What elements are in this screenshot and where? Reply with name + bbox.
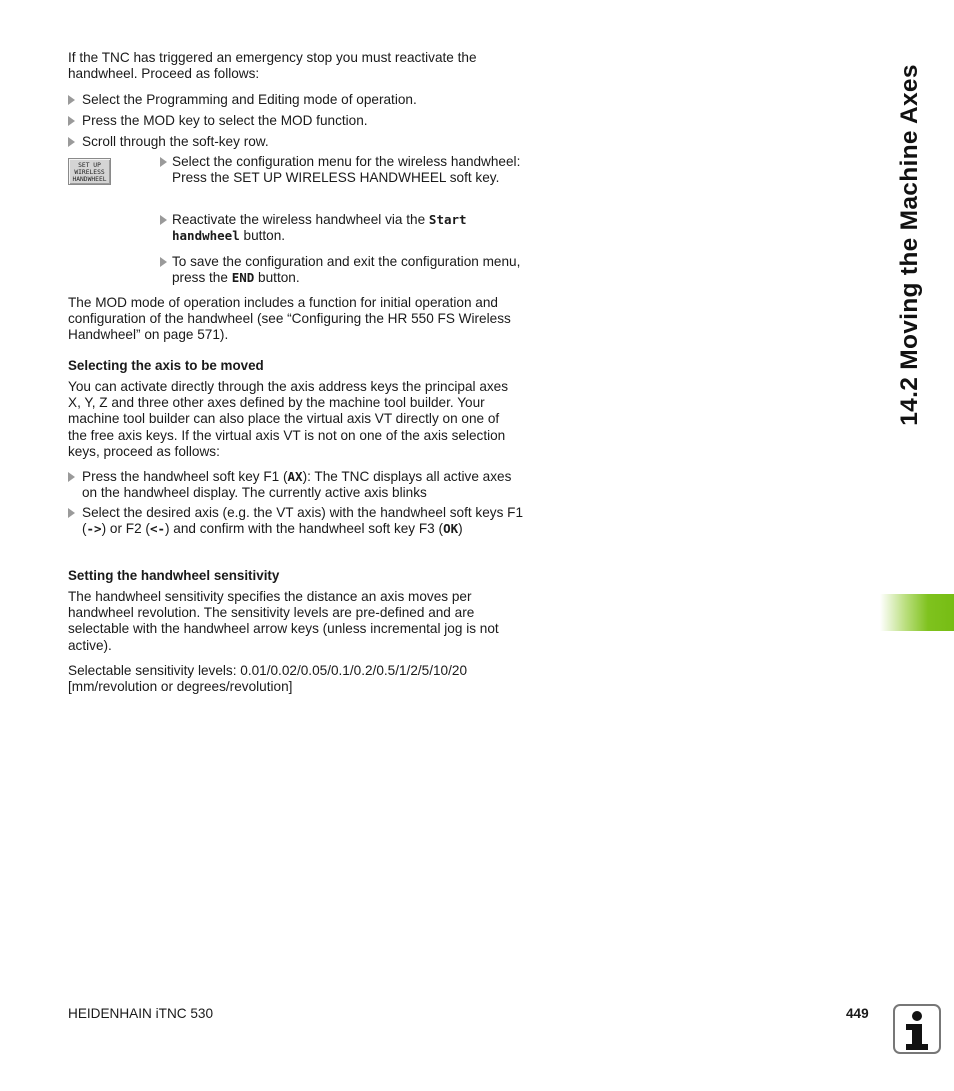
substep-text: Reactivate the wireless handwheel via the <box>172 212 429 227</box>
arrow-icon <box>68 508 75 518</box>
ok-key: OK <box>443 521 459 537</box>
step-item <box>68 134 527 150</box>
substep-text: button. <box>239 228 286 244</box>
ax-key: AX <box>287 469 303 484</box>
substep-text: To save the configuration and exit the configuration menu, press the <box>172 254 521 286</box>
intro-paragraph: If the TNC has triggered an emergency stop you must reactivate the handwheel. Proceed as follows: <box>68 50 477 82</box>
info-icon <box>893 1004 941 1054</box>
step-item <box>68 92 527 108</box>
bullet-text: ): The TNC displays all active axes on the handwheel display. The currently active axis blinks <box>82 469 512 501</box>
bullet-text: ) and confirm with the handwheel soft key F3 ( <box>165 521 444 537</box>
substep-item <box>159 154 522 186</box>
bullet-text: ) <box>458 521 463 537</box>
arrow-icon <box>68 116 75 126</box>
axis-paragraph: You can activate directly through the axis address keys the principal axes X, Y, Z and three other axes defined by the machine tool builder. Your machine tool builder can also place the virtual axis VT directly on one of the free axis keys. If the virtual axis VT is not on one of the axis selection keys, proceed as follows: <box>68 379 509 459</box>
start-handwheel-key: Start handwheel <box>172 212 467 244</box>
arrow-icon <box>160 257 167 267</box>
arrow-icon <box>68 472 75 482</box>
arrow-icon <box>68 137 75 147</box>
sensitivity-paragraph: The handwheel sensitivity specifies the distance an axis moves per handwheel revolution. The sensitivity levels are pre-defined and are selectable with the handwheel arrow keys (unless incremental jog is not active). <box>68 589 499 653</box>
substep-text: Select the configuration menu for the wireless handwheel: Press the SET UP WIRELESS HANDWHEEL soft key. <box>172 154 521 186</box>
sensitivity-levels: Selectable sensitivity levels: 0.01/0.02/0.05/0.1/0.2/0.5/1/2/5/10/20 [mm/revolution or degrees/revolution] <box>68 663 468 695</box>
chapter-title: 14.2 Moving the Machine Axes <box>896 64 923 426</box>
axis-bullet <box>68 469 527 501</box>
arrow-icon <box>68 95 75 105</box>
right-arrow-key: -> <box>86 521 102 537</box>
end-key: END <box>231 270 255 286</box>
page-number: 449 <box>846 1006 869 1021</box>
step-text: Select the Programming and Editing mode of operation. <box>82 92 417 107</box>
chapter-tab <box>880 594 954 631</box>
arrow-icon <box>160 215 167 225</box>
step-text: Scroll through the soft-key row. <box>82 134 269 149</box>
mod-paragraph: The MOD mode of operation includes a function for initial operation and configuration of the handwheel (see “Configuring the HR 550 FS Wireless Handwheel” on page 571). <box>68 295 511 343</box>
substep-item <box>159 212 522 244</box>
step-item <box>68 113 527 129</box>
step-text: Press the MOD key to select the MOD function. <box>82 113 368 128</box>
bullet-text: Select the desired axis (e.g. the VT axis) with the handwheel soft keys F1 ( <box>82 505 524 537</box>
substep-item <box>159 254 522 286</box>
footer-product: HEIDENHAIN iTNC 530 <box>68 1006 214 1021</box>
setup-wireless-handwheel-softkey[interactable]: SET UP WIRELESS HANDWHEEL <box>68 158 111 185</box>
arrow-icon <box>160 157 167 167</box>
axis-heading: Selecting the axis to be moved <box>68 358 264 373</box>
substep-text: button. <box>254 270 300 286</box>
left-arrow-key: <- <box>149 521 165 537</box>
sensitivity-heading: Setting the handwheel sensitivity <box>68 568 280 583</box>
axis-bullet <box>68 505 527 537</box>
bullet-text: Press the handwheel soft key F1 ( <box>82 469 288 484</box>
bullet-text: ) or F2 ( <box>101 521 150 537</box>
